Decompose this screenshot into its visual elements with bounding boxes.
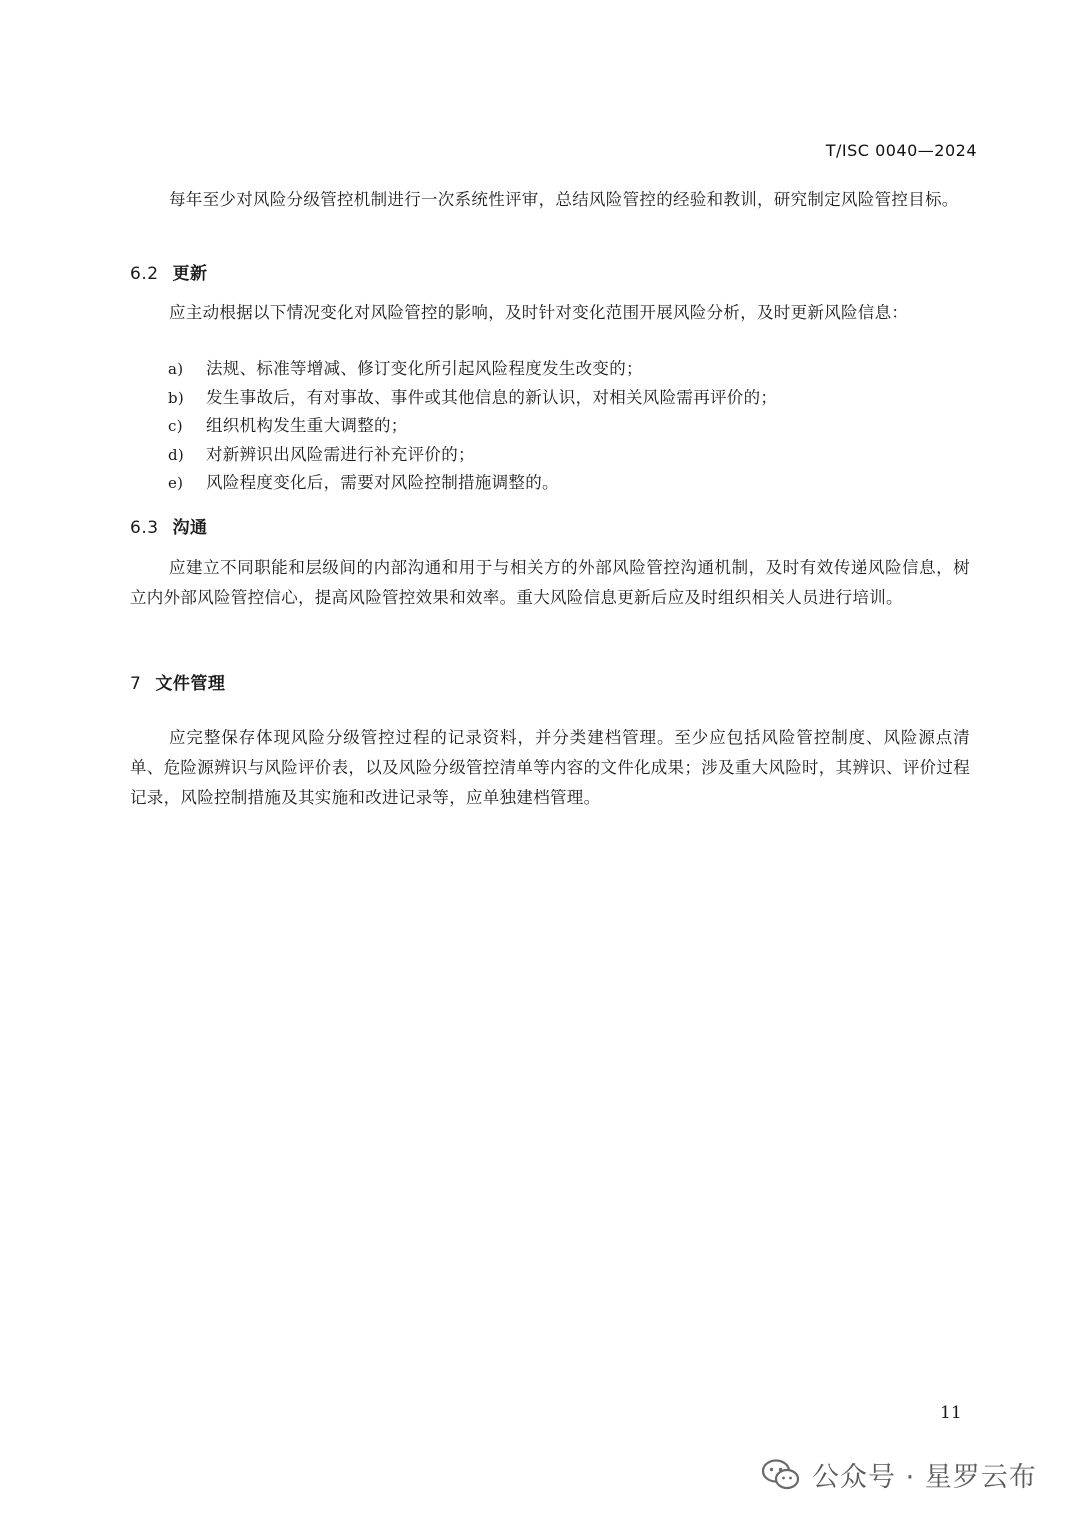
list-mark: c) <box>168 417 183 435</box>
standard-code: T/ISC 0040—2024 <box>825 141 977 160</box>
intro-paragraph: 每年至少对风险分级管控机制进行一次系统性评审，总结风险管控的经验和教训，研究制定风险管控目标。 <box>169 190 959 209</box>
section-number: 6.2 <box>130 264 159 284</box>
section-number: 7 <box>130 674 142 694</box>
list-text: 对新辨识出风险需进行补充评价的； <box>206 444 475 464</box>
list-item <box>168 355 968 384</box>
list-item <box>168 469 968 498</box>
page-number: 11 <box>940 1403 962 1423</box>
section-6-3-paragraph: 应建立不同职能和层级间的内部沟通和用于与相关方的外部风险管控沟通机制，及时有效传递风险信息，树立内外部风险管控信心，提高风险管控效果和效率。重大风险信息更新后应及时组织相关人员进行培训。 <box>130 558 970 607</box>
section-number: 6.3 <box>130 518 159 538</box>
list-item <box>168 412 968 441</box>
wechat-icon <box>762 1459 800 1491</box>
section-7-heading <box>130 669 225 694</box>
section-title: 更新 <box>172 264 208 284</box>
list-text: 法规、标准等增减、修订变化所引起风险程度发生改变的； <box>206 359 643 378</box>
list-mark: a) <box>168 360 184 378</box>
watermark-text: 公众号 · 星罗云布 <box>812 1462 1037 1493</box>
section-title: 沟通 <box>172 518 208 538</box>
list-text: 风险程度变化后，需要对风险控制措施调整的。 <box>206 473 559 492</box>
list-item <box>168 384 968 413</box>
update-conditions-list <box>168 355 968 498</box>
section-6-3-heading <box>130 513 208 538</box>
list-mark: b) <box>168 388 185 407</box>
list-mark: d) <box>168 445 185 464</box>
list-text: 组织机构发生重大调整的； <box>206 416 408 435</box>
list-text: 发生事故后，有对事故、事件或其他信息的新认识，对相关风险需再评价的； <box>206 387 778 407</box>
section-7-paragraph: 应完整保存体现风险分级管控过程的记录资料，并分类建档管理。至少应包括风险管控制度、风险源点清单、危险源辨识与风险评价表，以及风险分级管控清单等内容的文件化成果；涉及重大风险时，其辨识、评价过程记录，风险控制措施及其实施和改进记录等，应单独建档管理。 <box>130 728 970 807</box>
section-6-2-heading <box>130 259 208 284</box>
list-item <box>168 441 968 470</box>
section-6-2-paragraph: 应主动根据以下情况变化对风险管控的影响，及时针对变化范围开展风险分析，及时更新风险信息： <box>169 303 909 322</box>
section-title: 文件管理 <box>155 674 226 694</box>
watermark <box>762 1455 1037 1494</box>
list-mark: e) <box>168 474 184 492</box>
